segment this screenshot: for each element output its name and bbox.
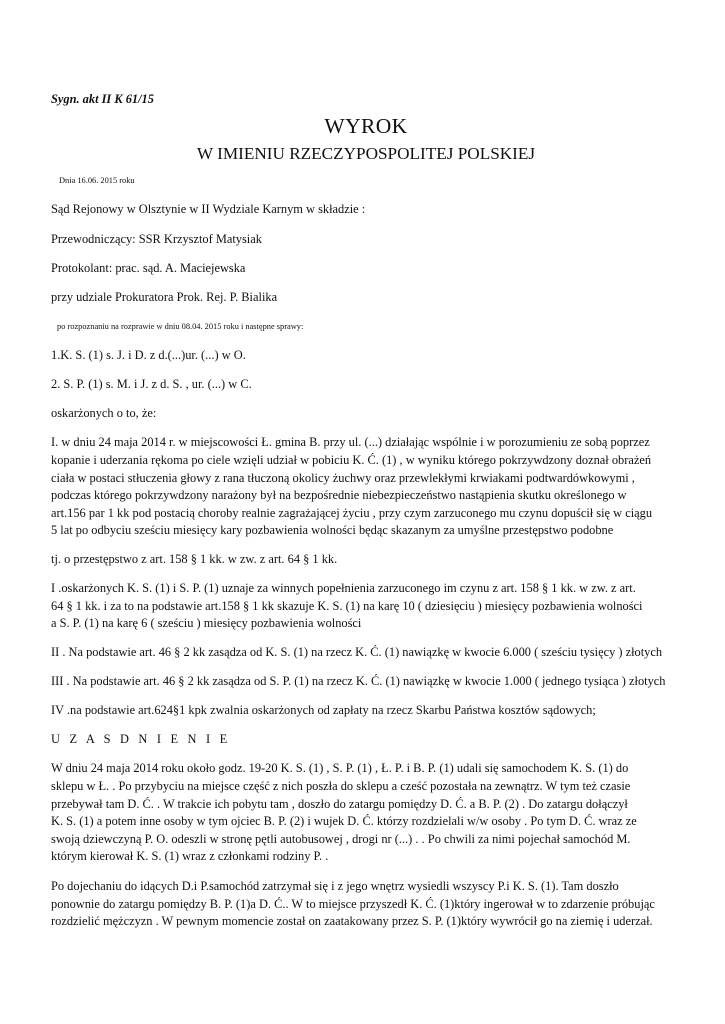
justification-line: K. S. (1) a potem inne osoby w tym ojciec B. P. (2) i wujek D. Ć. którzy rozdzielali w/w osoby . Po tym D. Ć. wraz ze: [51, 814, 637, 828]
hearing-line: po rozpoznaniu na rozprawie w dniu 08.04. 2015 roku i następne sprawy:: [57, 322, 304, 331]
charge-line: kopanie i uderzania rękoma po ciele wzięli udział w pobiciu K. Ć. (1) , w wyniku którego pokrzywdzony doznał obrażeń: [51, 453, 652, 467]
charge-line: 5 lat po odbyciu sześciu miesięcy kary pozbawienia wolności będąc skazanym za umyślne przestępstwo podobne: [51, 523, 614, 537]
justification-line: Po dojechaniu do idących D.i P.samochód zatrzymał się i z jego wnętrz wysiedli wszyscy P.i K. S. (1). Tam doszło: [51, 879, 619, 893]
charge-line: podczas którego pokrzywdzony narażony był na bezpośrednie niebezpieczeństwo nastąpienia skutku określonego w: [51, 488, 627, 502]
justification-line: W dniu 24 maja 2014 roku około godz. 19-20 K. S. (1) , S. P. (1) , Ł. P. i B. P. (1) udali się samochodem K. S. (1) do: [51, 761, 629, 775]
judgment-title: WYROK: [324, 114, 408, 138]
case-signature: Sygn. akt II K 61/15: [51, 92, 154, 106]
verdict-1-line: a S. P. (1) na karę 6 ( sześciu ) miesięcy pozbawienia wolności: [51, 616, 362, 630]
prosecutor-line: przy udziale Prokuratora Prok. Rej. P. Bialika: [51, 290, 278, 304]
justification-line: którym kierował K. S. (1) wraz z członkami rodziny P. .: [51, 849, 329, 863]
charge-line: art.156 par 1 kk pod postacią choroby realnie zagrażającej życiu , przy czym zarzuconego mu czynu dopuścił się w ciągu: [51, 506, 653, 520]
verdict-2: II . Na podstawie art. 46 § 2 kk zasądza od K. S. (1) na rzecz K. Ć. (1) nawiązkę w kwocie 6.000 ( sześciu tysięcy ) złotych: [51, 645, 663, 659]
date-line: Dnia 16.06. 2015 roku: [59, 176, 135, 185]
verdict-3: III . Na podstawie art. 46 § 2 kk zasądza od S. P. (1) na rzecz K. Ć. (1) nawiązkę w kwocie 1.000 ( jednego tysiąca ) złotych: [51, 674, 666, 688]
verdict-1-line: 64 § 1 kk. i za to na podstawie art.158 § 1 kk skazuje K. S. (1) na karę 10 ( dziesięciu ) miesięcy pozbawienia wolności: [51, 599, 643, 613]
defendant-1: 1.K. S. (1) s. J. i D. z d.(...)ur. (...) w O.: [51, 348, 246, 362]
court-line: Sąd Rejonowy w Olsztynie w II Wydziale Karnym w składzie :: [51, 202, 366, 216]
charge-line: I. w dniu 24 maja 2014 r. w miejscowości Ł. gmina B. przy ul. (...) działając wspólnie i w porozumieniu ze sobą poprzez: [51, 435, 650, 449]
charge-line: ciała w postaci stłuczenia głowy z rana tłuczoną okolicy żuchwy oraz przewlekłymi krwiakami podtwardówkowymi ,: [51, 471, 635, 485]
justification-line: przebywał tam D. Ć. . W trakcie ich pobytu tam , doszło do zatargu pomiędzy D. Ć. a B. P. (2) . Do zatargu dołączył: [51, 797, 628, 811]
justification-line: sklepu w Ł. . Po przybyciu na miejsce część z nich poszła do sklepu a cześć pozostała na zewnątrz. W tym też czasie: [51, 779, 631, 793]
justification-line: swoją dziewczyną P. O. odeszli w stronę pętli autobusowej , drogi nr (...) . . Po chwili za nimi pojechał samochód M.: [51, 832, 631, 846]
clerk-line: Protokolant: prac. sąd. A. Maciejewska: [51, 261, 246, 275]
offence-line: tj. o przestępstwo z art. 158 § 1 kk. w zw. z art. 64 § 1 kk.: [51, 552, 338, 566]
justification-heading: U Z A S D N I E N I E: [51, 732, 231, 746]
verdict-4: IV .na podstawie art.624§1 kpk zwalnia oskarżonych od zapłaty na rzecz Skarbu Państwa kosztów sądowych;: [51, 703, 596, 717]
justification-line: rozdzielić mężczyzn . W pewnym momencie został on zaatakowany przez S. P. (1)który wywrócił go na ziemię i uderzał.: [51, 914, 653, 928]
verdict-1-line: I .oskarżonych K. S. (1) i S. P. (1) uznaje za winnych popełnienia zarzuconego im czynu z art. 158 § 1 kk. w zw. z art.: [51, 581, 636, 595]
defendant-2: 2. S. P. (1) s. M. i J. z d. S. , ur. (...) w C.: [51, 377, 252, 391]
justification-line: ponownie do zatargu pomiędzy B. P. (1)a D. Ć.. W to miejsce przyszedł K. Ć. (1)który ingerował w to zdarzenie próbując: [51, 897, 655, 911]
accused-line: oskarżonych o to, że:: [51, 406, 157, 420]
chair-line: Przewodniczący: SSR Krzysztof Matysiak: [51, 232, 262, 246]
judgment-subtitle: W IMIENIU RZECZYPOSPOLITEJ POLSKIEJ: [196, 144, 536, 163]
